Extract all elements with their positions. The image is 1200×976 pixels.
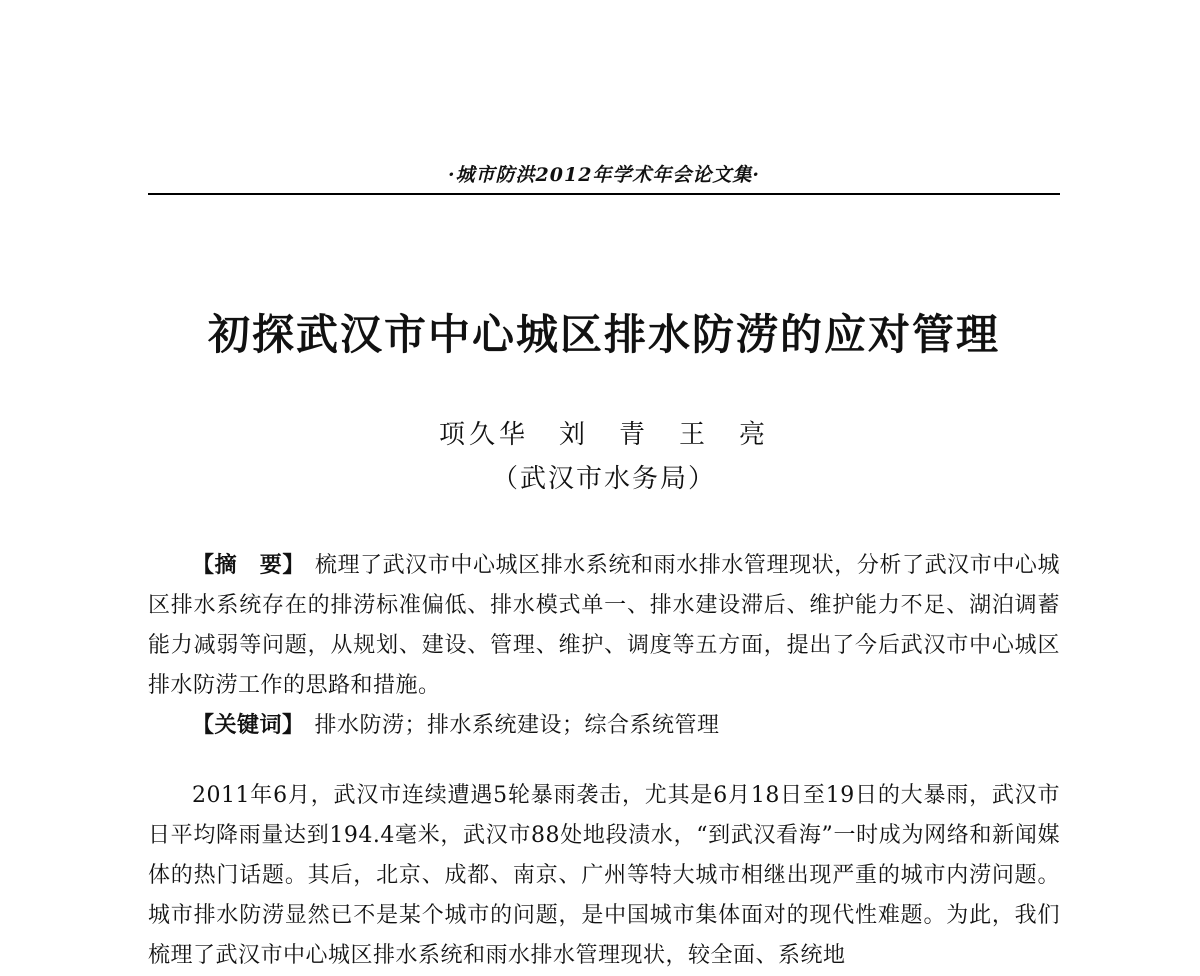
- abstract-label: 【摘 要】: [192, 553, 305, 578]
- abstract: [148, 546, 1060, 706]
- author-list: 项久华 刘 青 王 亮: [438, 420, 769, 450]
- keywords: [148, 706, 1060, 746]
- paper-title: 初探武汉市中心城区排水防涝的应对管理: [207, 310, 1000, 359]
- affiliation: （武汉市水务局）: [491, 464, 716, 494]
- keywords-text: 排水防涝；排水系统建设；综合系统管理: [314, 713, 720, 738]
- header-rule: [148, 193, 1060, 195]
- body-paragraph: 2011年6月，武汉市连续遭遇5轮暴雨袭击，尤其是6月18日至19日的大暴雨，武汉市日平均降雨量达到194.4毫米，武汉市88处地段渍水，“到武汉看海”一时成为网络和新闻媒体的热门话题。其后，北京、成都、南京、广州等特大城市相继出现严重的城市内涝问题。城市排水防涝显然已不是某个城市的问题，是中国城市集体面对的现代性难题。为此，我们梳理了武汉市中心城区排水系统和雨水排水管理现状，较全面、系统地: [148, 783, 1060, 968]
- abstract-text: 梳理了武汉市中心城区排水系统和雨水排水管理现状，分析了武汉市中心城区排水系统存在的排涝标准偏低、排水模式单一、排水建设滞后、维护能力不足、湖泊调蓄能力减弱等问题，从规划、建设、管理、维护、调度等五方面，提出了今后武汉市中心城区排水防涝工作的思路和措施。: [148, 553, 1060, 698]
- running-header: ·城市防洪2012年学术年会论文集·: [447, 164, 761, 186]
- keywords-label: 【关键词】: [192, 713, 305, 738]
